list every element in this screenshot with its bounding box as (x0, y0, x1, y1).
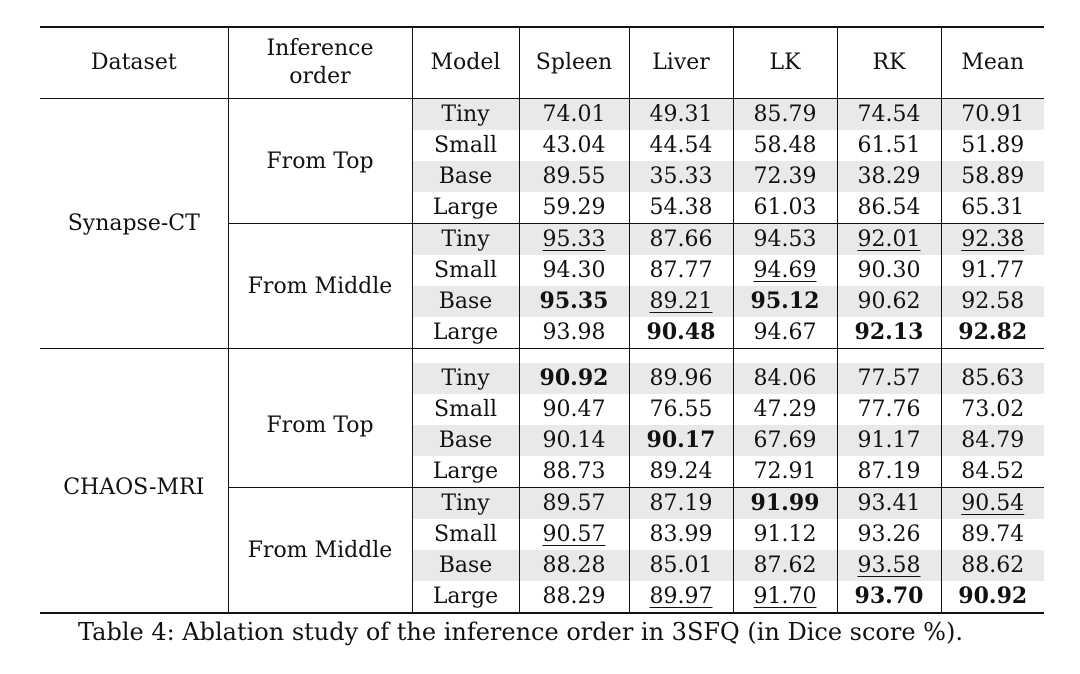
section-separator (40, 349, 1044, 364)
lk-score-cell (733, 519, 837, 550)
liver-score-cell (629, 363, 733, 394)
liver-score-value: 89.24 (649, 459, 713, 484)
header-lk: LK (733, 28, 837, 99)
model-cell: Base (412, 425, 519, 456)
lk-score-cell (733, 394, 837, 425)
lk-score-cell (733, 550, 837, 581)
header-inference-order (228, 28, 412, 99)
lk-score-cell (733, 317, 837, 349)
rk-score-value: 86.54 (857, 195, 921, 220)
rk-score-value: 93.70 (854, 583, 924, 609)
rk-score-value: 77.76 (857, 397, 921, 422)
spleen-score-value: 90.47 (542, 397, 606, 422)
rk-score-value: 93.26 (857, 522, 921, 547)
rk-score-value: 93.58 (857, 553, 921, 578)
spleen-score-value: 95.35 (539, 288, 609, 314)
lk-score-value: 61.03 (753, 195, 817, 220)
lk-score-value: 47.29 (753, 397, 817, 422)
spleen-score-cell (519, 130, 629, 161)
inference-order-cell: From Top (228, 99, 412, 224)
separator-cell (228, 349, 412, 364)
lk-score-value: 84.06 (753, 366, 817, 391)
liver-score-cell (629, 425, 733, 456)
spleen-score-value: 94.30 (542, 258, 606, 283)
mean-score-value: 58.89 (961, 164, 1025, 189)
mean-score-value: 65.31 (961, 195, 1025, 220)
liver-score-value: 90.48 (646, 319, 716, 345)
liver-score-value: 89.96 (649, 366, 713, 391)
liver-score-value: 89.97 (649, 584, 713, 609)
liver-score-value: 87.66 (649, 227, 713, 252)
liver-score-cell (629, 255, 733, 286)
bottom-rule (40, 613, 1044, 614)
mean-score-value: 91.77 (961, 258, 1025, 283)
rk-score-value: 93.41 (857, 491, 921, 516)
mean-score-value: 85.63 (961, 366, 1025, 391)
mean-score-value: 92.38 (961, 227, 1025, 252)
mean-score-cell (941, 425, 1044, 456)
rk-score-value: 92.13 (854, 319, 924, 345)
mean-score-cell (941, 130, 1044, 161)
spleen-score-cell (519, 255, 629, 286)
lk-score-cell (733, 488, 837, 520)
rk-score-value: 74.54 (857, 102, 921, 127)
liver-score-cell (629, 581, 733, 613)
inference-order-cell: From Middle (228, 488, 412, 614)
spleen-score-value: 88.29 (542, 584, 606, 609)
table-row (40, 99, 1044, 130)
rk-score-cell (837, 255, 941, 286)
liver-score-value: 44.54 (649, 133, 713, 158)
liver-score-cell (629, 550, 733, 581)
mean-score-value: 90.54 (961, 491, 1025, 516)
spleen-score-value: 90.92 (539, 365, 609, 391)
liver-score-cell (629, 192, 733, 224)
rk-score-cell (837, 286, 941, 317)
separator-cell (629, 349, 733, 364)
liver-score-cell (629, 456, 733, 488)
lk-score-cell (733, 363, 837, 394)
ablation-table (40, 26, 1044, 614)
spleen-score-value: 89.57 (542, 491, 606, 516)
liver-score-value: 35.33 (649, 164, 713, 189)
lk-score-value: 91.70 (753, 584, 817, 609)
mean-score-cell (941, 550, 1044, 581)
spleen-score-value: 59.29 (542, 195, 606, 220)
header-rk: RK (837, 28, 941, 99)
header-mean: Mean (941, 28, 1044, 99)
spleen-score-cell (519, 581, 629, 613)
spleen-score-cell (519, 456, 629, 488)
lk-score-value: 94.53 (753, 227, 817, 252)
model-cell: Small (412, 130, 519, 161)
model-cell: Small (412, 519, 519, 550)
mean-score-value: 92.82 (958, 319, 1028, 345)
header-liver: Liver (629, 28, 733, 99)
mean-score-value: 84.52 (961, 459, 1025, 484)
mean-score-value: 84.79 (961, 428, 1025, 453)
rk-score-value: 92.01 (857, 227, 921, 252)
rk-score-cell (837, 581, 941, 613)
separator-cell (40, 349, 228, 364)
results-table-container (40, 26, 1044, 614)
separator-cell (412, 349, 519, 364)
spleen-score-cell (519, 99, 629, 130)
mean-score-cell (941, 255, 1044, 286)
lk-score-cell (733, 456, 837, 488)
mean-score-cell (941, 456, 1044, 488)
spleen-score-cell (519, 394, 629, 425)
table-row (40, 363, 1044, 394)
lk-score-value: 87.62 (753, 553, 817, 578)
spleen-score-cell (519, 425, 629, 456)
header-inference-order-line2: order (289, 64, 351, 89)
liver-score-value: 83.99 (649, 522, 713, 547)
rk-score-value: 90.62 (857, 289, 921, 314)
lk-score-cell (733, 161, 837, 192)
liver-score-value: 87.19 (649, 491, 713, 516)
mean-score-cell (941, 363, 1044, 394)
separator-cell (519, 349, 629, 364)
spleen-score-value: 95.33 (542, 227, 606, 252)
rk-score-value: 61.51 (857, 133, 921, 158)
lk-score-cell (733, 425, 837, 456)
header-spleen: Spleen (519, 28, 629, 99)
spleen-score-value: 88.28 (542, 553, 606, 578)
rk-score-cell (837, 488, 941, 520)
liver-score-value: 49.31 (649, 102, 713, 127)
spleen-score-value: 93.98 (542, 320, 606, 345)
liver-score-cell (629, 488, 733, 520)
model-cell: Tiny (412, 363, 519, 394)
lk-score-cell (733, 192, 837, 224)
separator-cell (733, 349, 837, 364)
inference-order-cell: From Top (228, 363, 412, 488)
separator-cell (837, 349, 941, 364)
rk-score-cell (837, 456, 941, 488)
spleen-score-cell (519, 519, 629, 550)
rk-score-cell (837, 363, 941, 394)
rk-score-cell (837, 99, 941, 130)
liver-score-cell (629, 130, 733, 161)
spleen-score-value: 43.04 (542, 133, 606, 158)
liver-score-cell (629, 224, 733, 256)
rk-score-cell (837, 130, 941, 161)
table-body (40, 99, 1044, 614)
liver-score-value: 85.01 (649, 553, 713, 578)
inference-order-cell: From Middle (228, 224, 412, 349)
spleen-score-cell (519, 161, 629, 192)
rk-score-cell (837, 394, 941, 425)
lk-score-value: 85.79 (753, 102, 817, 127)
mean-score-cell (941, 394, 1044, 425)
spleen-score-value: 89.55 (542, 164, 606, 189)
liver-score-cell (629, 99, 733, 130)
mean-score-cell (941, 581, 1044, 613)
model-cell: Tiny (412, 99, 519, 130)
liver-score-value: 76.55 (649, 397, 713, 422)
spleen-score-cell (519, 550, 629, 581)
rk-score-value: 38.29 (857, 164, 921, 189)
model-cell: Tiny (412, 488, 519, 520)
dataset-cell: Synapse-CT (67, 211, 200, 236)
model-cell: Large (412, 317, 519, 349)
model-cell: Large (412, 581, 519, 613)
rk-score-cell (837, 161, 941, 192)
spleen-score-value: 88.73 (542, 459, 606, 484)
spleen-score-cell (519, 192, 629, 224)
mean-score-cell (941, 286, 1044, 317)
mean-score-value: 70.91 (961, 102, 1025, 127)
lk-score-value: 94.67 (753, 320, 817, 345)
mean-score-cell (941, 99, 1044, 130)
rk-score-cell (837, 317, 941, 349)
mean-score-value: 73.02 (961, 397, 1025, 422)
liver-score-value: 90.17 (646, 427, 716, 453)
liver-score-cell (629, 519, 733, 550)
lk-score-value: 72.39 (753, 164, 817, 189)
liver-score-cell (629, 161, 733, 192)
mean-score-value: 51.89 (961, 133, 1025, 158)
lk-score-cell (733, 255, 837, 286)
rk-score-cell (837, 550, 941, 581)
mean-score-value: 92.58 (961, 289, 1025, 314)
lk-score-cell (733, 224, 837, 256)
dataset-cell: CHAOS-MRI (63, 475, 205, 500)
spleen-score-value: 74.01 (542, 102, 606, 127)
lk-score-cell (733, 99, 837, 130)
liver-score-cell (629, 317, 733, 349)
rk-score-cell (837, 519, 941, 550)
model-cell: Small (412, 394, 519, 425)
spleen-score-cell (519, 286, 629, 317)
model-cell: Tiny (412, 224, 519, 256)
separator-cell (941, 349, 1044, 364)
mean-score-value: 89.74 (961, 522, 1025, 547)
liver-score-value: 89.21 (649, 289, 713, 314)
rk-score-value: 77.57 (857, 366, 921, 391)
lk-score-value: 94.69 (753, 258, 817, 283)
rk-score-value: 91.17 (857, 428, 921, 453)
model-cell: Base (412, 161, 519, 192)
lk-score-value: 91.12 (753, 522, 817, 547)
table-caption: Table 4: Ablation study of the inference order in 3SFQ (in Dice score %). (78, 618, 963, 646)
spleen-score-value: 90.57 (542, 522, 606, 547)
header-dataset: Dataset (90, 50, 177, 75)
lk-score-cell (733, 286, 837, 317)
lk-score-value: 58.48 (753, 133, 817, 158)
model-cell: Small (412, 255, 519, 286)
spleen-score-value: 90.14 (542, 428, 606, 453)
mean-score-cell (941, 161, 1044, 192)
lk-score-value: 91.99 (750, 490, 820, 516)
rk-score-cell (837, 425, 941, 456)
lk-score-cell (733, 581, 837, 613)
lk-score-value: 72.91 (753, 459, 817, 484)
mean-score-cell (941, 224, 1044, 256)
spleen-score-cell (519, 317, 629, 349)
mean-score-cell (941, 317, 1044, 349)
lk-score-value: 67.69 (753, 428, 817, 453)
liver-score-cell (629, 394, 733, 425)
mean-score-cell (941, 192, 1044, 224)
rk-score-cell (837, 192, 941, 224)
mean-score-cell (941, 519, 1044, 550)
spleen-score-cell (519, 224, 629, 256)
mean-score-value: 88.62 (961, 553, 1025, 578)
header-model: Model (412, 28, 519, 99)
spleen-score-cell (519, 363, 629, 394)
header-inference-order-line1: Inference (266, 36, 374, 61)
lk-score-value: 95.12 (750, 288, 820, 314)
model-cell: Large (412, 456, 519, 488)
lk-score-cell (733, 130, 837, 161)
spleen-score-cell (519, 488, 629, 520)
model-cell: Large (412, 192, 519, 224)
liver-score-value: 54.38 (649, 195, 713, 220)
rk-score-value: 87.19 (857, 459, 921, 484)
liver-score-value: 87.77 (649, 258, 713, 283)
mean-score-cell (941, 488, 1044, 520)
mean-score-value: 90.92 (958, 583, 1028, 609)
rk-score-value: 90.30 (857, 258, 921, 283)
model-cell: Base (412, 286, 519, 317)
model-cell: Base (412, 550, 519, 581)
rk-score-cell (837, 224, 941, 256)
liver-score-cell (629, 286, 733, 317)
